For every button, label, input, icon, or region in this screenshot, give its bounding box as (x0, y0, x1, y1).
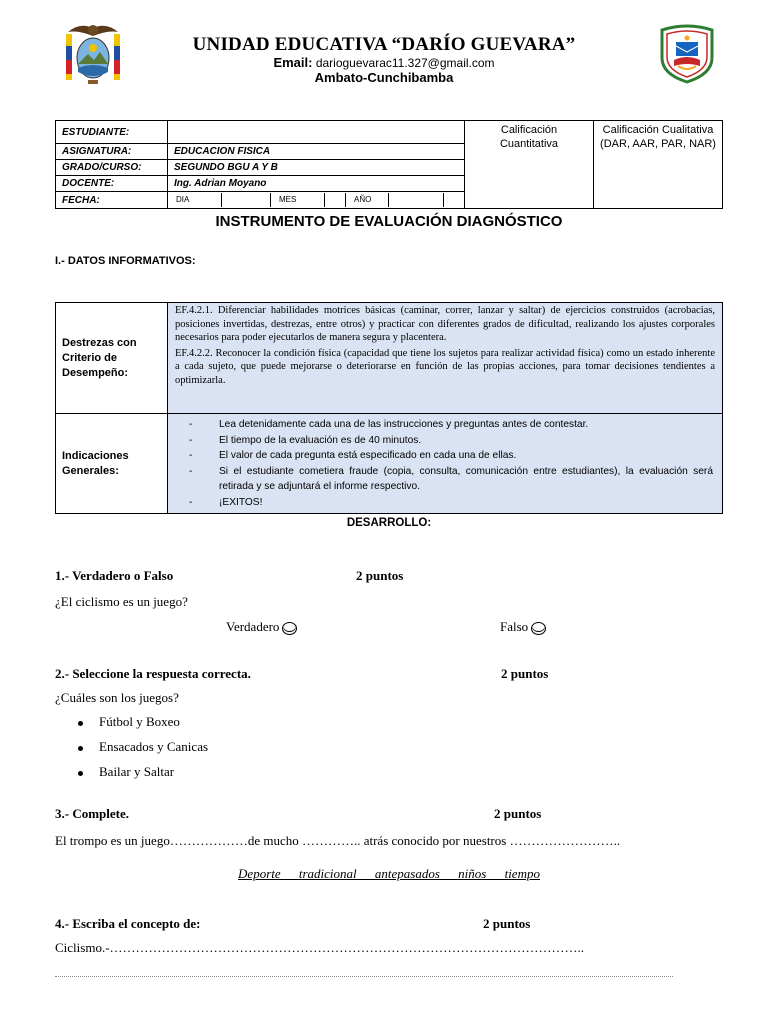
bullet-icon (78, 746, 83, 751)
calificacion-cuantitativa: Calificación Cuantitativa (465, 121, 594, 209)
fecha-field[interactable] (168, 192, 465, 209)
q2-option[interactable]: Ensacados y Canicas (78, 739, 208, 755)
q2-points: 2 puntos (501, 666, 549, 681)
list-dash: - (189, 496, 193, 508)
list-dash: - (189, 465, 193, 477)
destreza-item: EF.4.2.2. Reconocer la condición física (capacidad que tiene los sujetos para realizar actividad física) como un estado inherente a cada sujeto, que puede mejorarse o deteriorarse en función de las propias acciones, para tomar decisiones tendientes a optimizarla. (175, 347, 715, 386)
student-info-table (55, 120, 723, 209)
fecha-dia[interactable]: DIA (168, 193, 222, 207)
grado-label: GRADO/CURSO: (56, 160, 168, 176)
q3-title: 3.- Complete. (55, 806, 130, 821)
q3-word-bank: Deporte tradicional antepasados niños tiempo (238, 866, 540, 881)
indicacion-item: - El valor de cada pregunta está especificado en cada una de ellas. (189, 448, 713, 464)
q4-title: 4.- Escriba el concepto de: (55, 916, 201, 931)
email-address: darioguevarac11.327@gmail.com (315, 56, 495, 70)
grado-value: SEGUNDO BGU A Y B (168, 160, 465, 176)
q2-question: ¿Cuáles son los juegos? (55, 690, 179, 705)
asignatura-label: ASIGNATURA: (56, 144, 168, 160)
q1-option-true-label: Verdadero (226, 619, 280, 634)
instrument-title: INSTRUMENTO DE EVALUACIÓN DIAGNÓSTICO (215, 213, 563, 230)
fecha-anio[interactable]: AÑO (346, 193, 389, 207)
q1-option-false-label: Falso (500, 619, 529, 634)
indicacion-item: - El tiempo de la evaluación es de 40 minutos. (189, 433, 713, 449)
list-dash: - (189, 419, 193, 430)
indicacion-item: - ¡EXITOS! (189, 495, 713, 511)
asignatura-value: EDUCACION FISICA (168, 144, 465, 160)
radio-icon[interactable] (531, 622, 546, 635)
datos-informativos-title: I.- DATOS INFORMATIVOS: (55, 255, 196, 267)
indicacion-item: - Si el estudiante cometiera fraude (copia, consulta, comunicación entre estudiantes), la evaluación será retirada y se adjuntará el informe respectivo. (189, 464, 713, 495)
estudiante-field[interactable] (168, 121, 465, 144)
q1-title: 1.- Verdadero o Falso (55, 568, 174, 583)
radio-icon[interactable] (282, 622, 297, 635)
answer-dotted-line[interactable] (55, 976, 673, 977)
q1-option-true[interactable] (226, 619, 297, 635)
q2-option[interactable]: Fútbol y Boxeo (78, 714, 180, 730)
indicacion-item: - Lea detenidamente cada una de las instrucciones y preguntas antes de contestar. (189, 417, 713, 433)
calificacion-cualitativa: Calificación Cualitativa (DAR, AAR, PAR, NAR) (594, 121, 723, 209)
school-name: UNIDAD EDUCATIVA “DARÍO GUEVARA” (192, 34, 576, 55)
q3-sentence[interactable]: El trompo es un juego………………de mucho ………….. atrás conocido por nuestros …………………….. (55, 833, 621, 848)
q4-points: 2 puntos (483, 916, 531, 931)
q1-option-false[interactable] (500, 619, 546, 635)
bullet-icon (78, 721, 83, 726)
destrezas-table (55, 302, 723, 514)
bullet-icon (78, 771, 83, 776)
destreza-item: EF.4.2.1. Diferenciar habilidades motrices básicas (caminar, correr, lanzar y saltar) de ejercicios construidos (acrobacias, posiciones invertidas, destrezas, entre otros) y practicar con diferentes grados de dificultad, realizando los ajustes corporales necesarios para poder ejecutarlos de manera segura y placentera. (175, 305, 715, 344)
fecha-mes[interactable]: MES (271, 193, 325, 207)
indicaciones-label: Indicaciones Generales: (56, 414, 168, 514)
desarrollo-title: DESARROLLO: (346, 517, 432, 529)
docente-label: DOCENTE: (56, 176, 168, 192)
fecha-label: FECHA: (56, 192, 168, 209)
q2-option[interactable]: Bailar y Saltar (78, 764, 174, 780)
q2-title: 2.- Seleccione la respuesta correcta. (55, 666, 251, 681)
docente-value: Ing. Adrian Moyano (168, 176, 465, 192)
q4-answer-line[interactable]: Ciclismo.-……………………………………………………………………………………………….. (55, 940, 585, 955)
list-dash: - (189, 450, 193, 461)
email-label: Email: (273, 55, 313, 70)
email-line (0, 55, 768, 70)
location: Ambato-Cunchibamba (314, 70, 454, 85)
q1-points: 2 puntos (356, 568, 404, 583)
estudiante-label: ESTUDIANTE: (56, 121, 168, 144)
q3-points: 2 puntos (494, 806, 542, 821)
q1-question: ¿El ciclismo es un juego? (55, 594, 188, 609)
destrezas-label: Destrezas con Criterio de Desempeño: (56, 303, 168, 414)
list-dash: - (189, 434, 193, 446)
